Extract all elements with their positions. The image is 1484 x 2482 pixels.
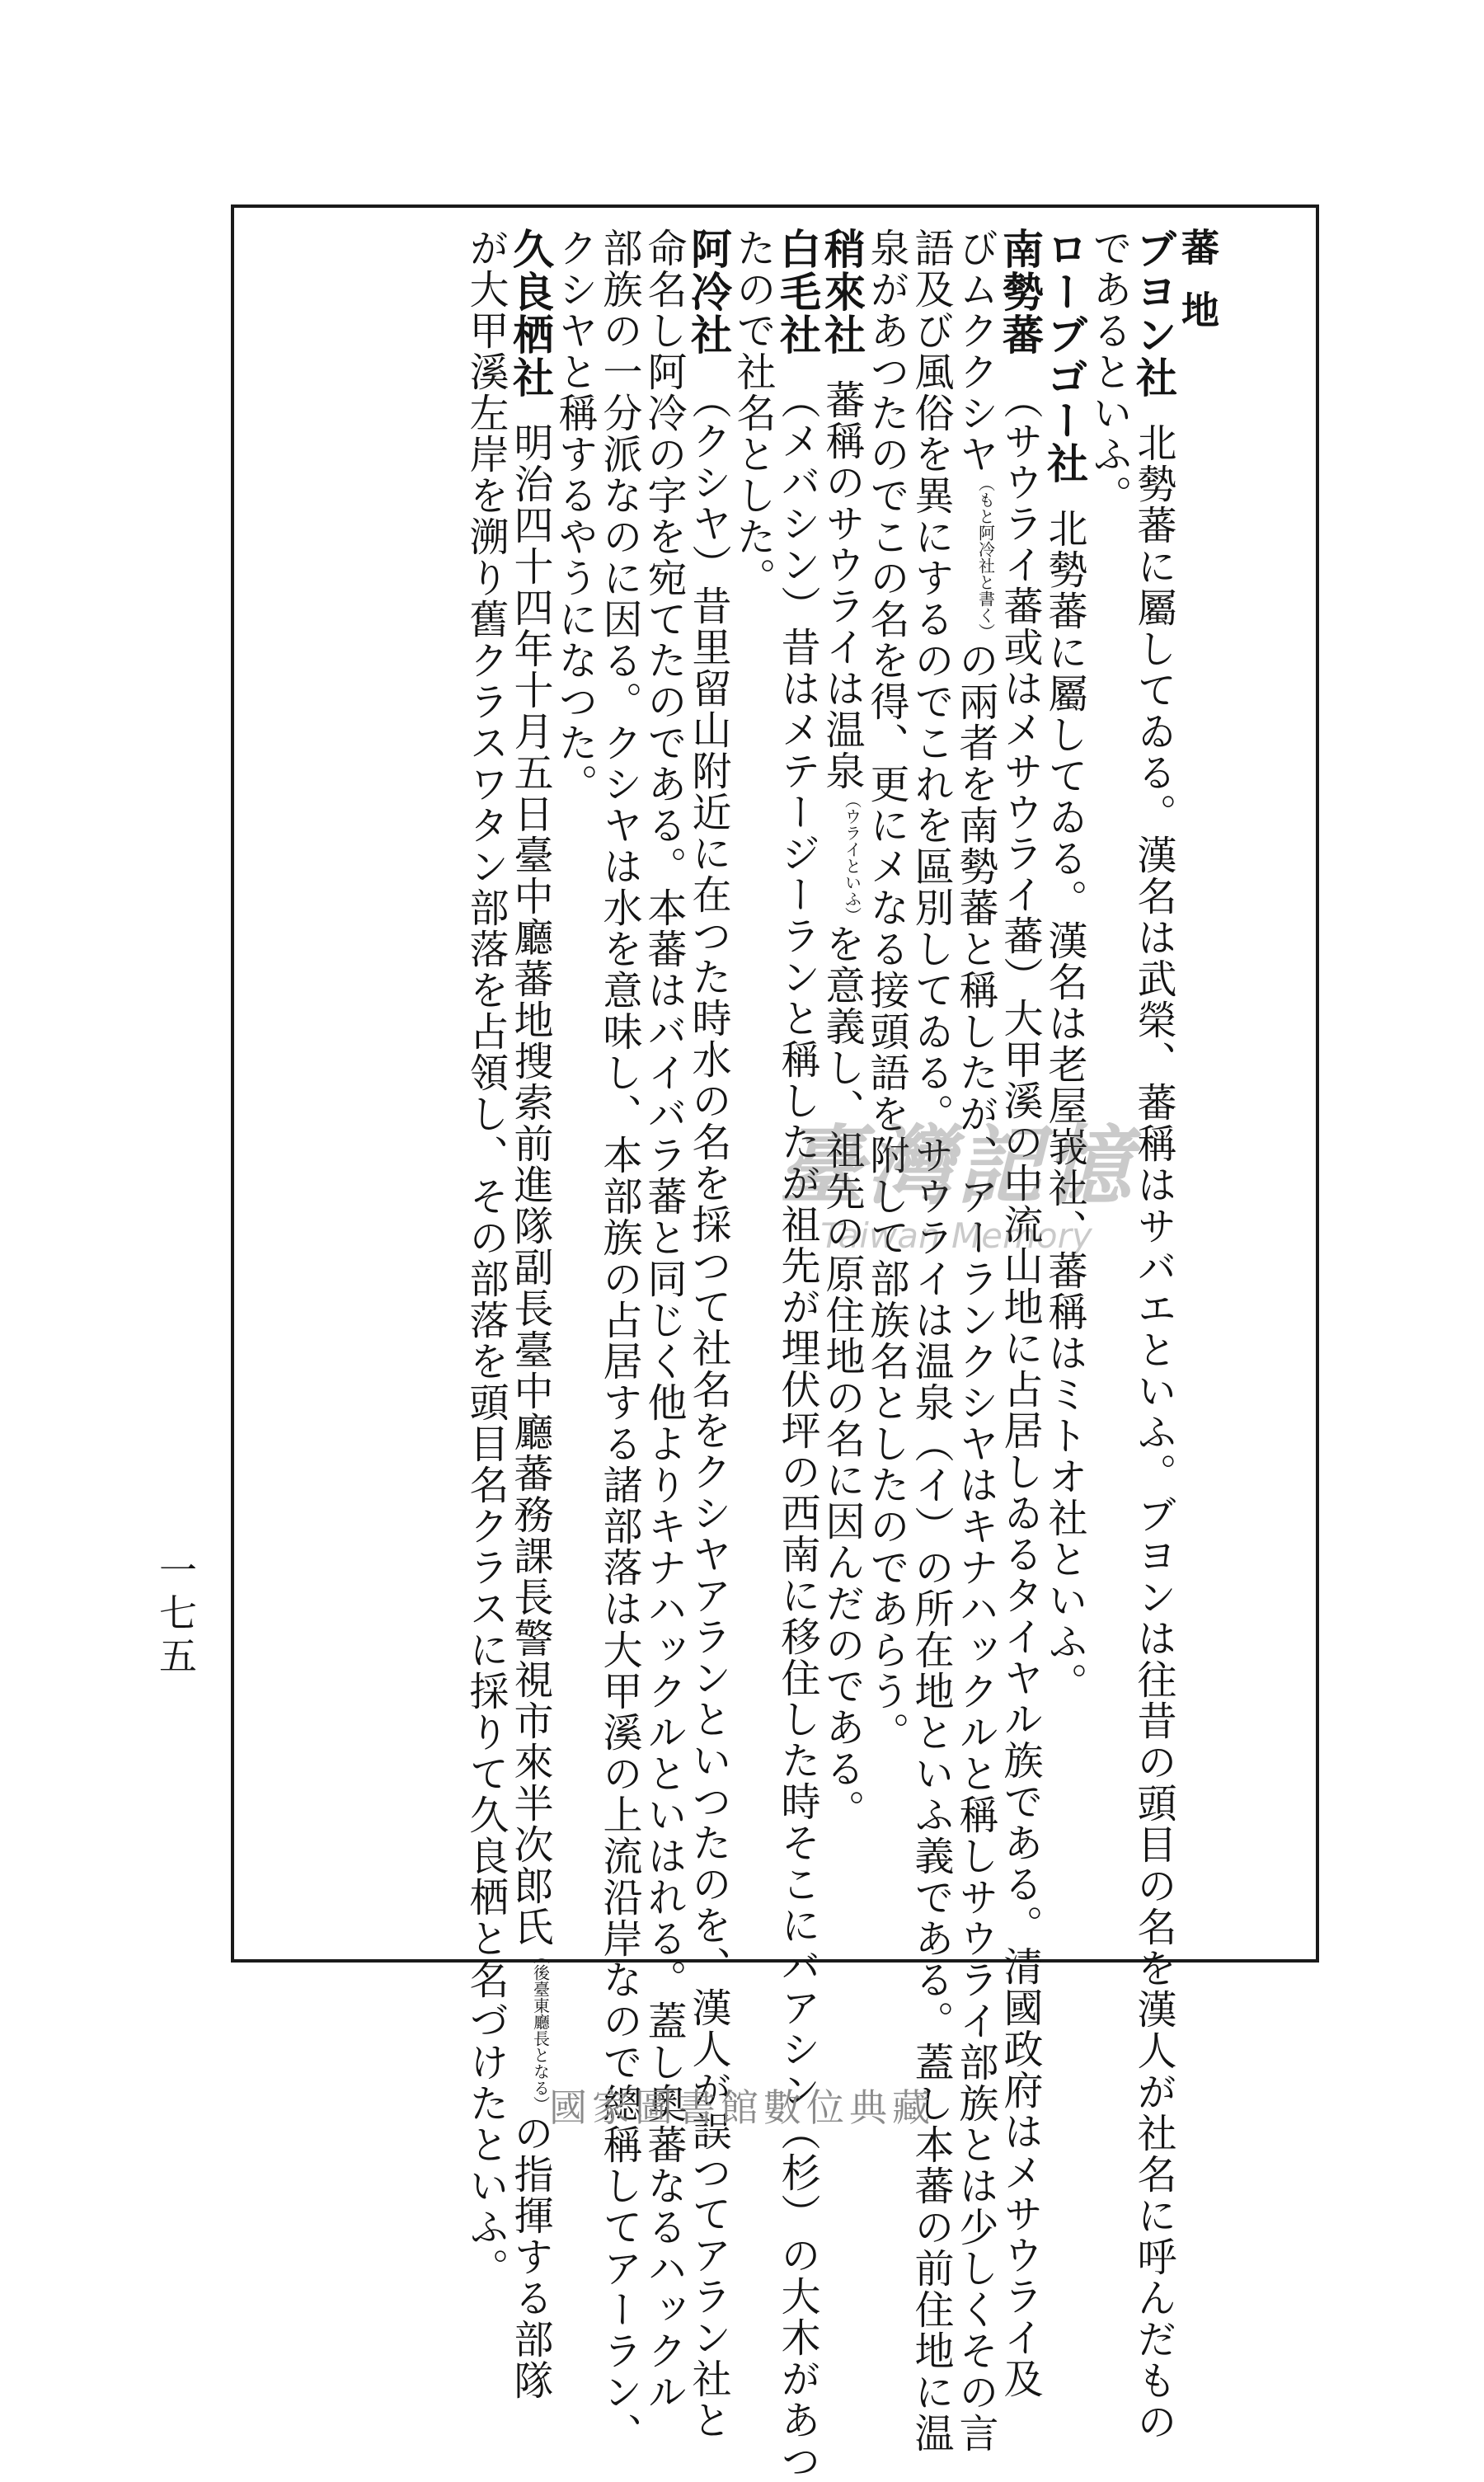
entry-text: 北勢蕃に屬してゐる。漢名は老屋峩社、蕃稱はミトオ社といふ。 xyxy=(1041,508,1087,1704)
entry-hakumosha-line-2 xyxy=(730,228,775,599)
entry-shoraisha-line-1 xyxy=(819,228,864,1831)
entry-text: の兩者を南勢蕃と稱したが、アーランクシヤはキナハックルと稱しサウライ部族とは少しくその言 xyxy=(952,640,998,2454)
entry-text: 語及び風俗を異にするのでこれを區別してゐる。サウライは温泉（イ）の所在地といふ義である。蓋し本蕃の前住地に温 xyxy=(908,228,954,2454)
entry-robugo-line-1 xyxy=(1042,228,1087,1704)
entry-heading-hakumosha: 白毛社 xyxy=(773,228,821,356)
entry-nanseiban-line-4 xyxy=(864,228,909,1753)
entry-text: の指揮する部隊 xyxy=(507,2113,553,2401)
entry-text: が大甲溪左岸を溯り舊クラスワタン部落を占領し、その部落を頭目名クラスに採りて久良栖と名づけたといふ。 xyxy=(463,228,509,2289)
entry-nanseiban-line-1 xyxy=(998,228,1042,2400)
entry-heading-shoraisha: 稍來社 xyxy=(818,228,866,356)
entry-heading-nanseiban: 南勢蕃 xyxy=(996,228,1044,356)
interlinear-note: （もと阿冷社と書く） xyxy=(975,475,996,640)
entry-heading-robugo: ローブゴー社 xyxy=(1040,228,1088,485)
entry-kurasusha-line-2 xyxy=(463,228,508,2289)
entry-buyon-line-2 xyxy=(1087,228,1131,516)
watermark-english: Taiwan Memory xyxy=(820,1215,1092,1256)
entry-heading-kurasusha: 久良栖社 xyxy=(506,228,554,399)
entry-text: 北勢蕃に屬してゐる。漢名は武榮、蕃稱はサバエといふ。ブヨンは往昔の頭目の名を漢人が社名に呼んだもの xyxy=(1130,422,1176,2442)
watermark-chinese: 臺灣記憶 xyxy=(777,1116,1134,1216)
entry-text: クシヤと稱するやうになつた。 xyxy=(552,228,598,805)
section-title: 蕃地 xyxy=(1176,228,1220,353)
entry-heading-areisha: 阿冷社 xyxy=(684,228,732,356)
entry-text: 命名し阿冷の字を宛てたのである。本蕃はバイバラ蕃と同じく他よりキナハックルといはれる。蓋し奧蕃なるハックル xyxy=(641,228,687,2413)
entry-text: であるといふ。 xyxy=(1086,228,1132,516)
entry-text: たので社名とした。 xyxy=(730,228,776,599)
entry-text: 泉があつたのでこの名を得、更にメなる接頭語を附して部族名としたのであらう。 xyxy=(863,228,909,1753)
interlinear-note: （後臺東廳長となる） xyxy=(530,1948,551,2113)
taiwan-memory-watermark xyxy=(726,1097,1187,1256)
entry-text: （サウライ蕃或はメサウライ蕃）大甲溪の中流山地に占居しゐるタイヤル族である。清國政府はメサウライ及 xyxy=(997,379,1043,2400)
entry-text: びムククシヤ xyxy=(952,228,998,475)
entry-areisha-line-4 xyxy=(552,228,597,805)
entry-text: 明治四十四年十月五日臺中廳蕃地搜索前進隊副長臺中廳蕃務課長警視市來半次郎氏 xyxy=(507,422,553,1948)
entry-text: （クシヤ）昔里留山附近に在つた時水の名を採つて社名をクシヤアランといつたのを、漢人が誤つてアラン社と xyxy=(685,379,731,2441)
entry-heading-buyon: ブヨン社 xyxy=(1129,228,1177,399)
entry-text: （メバシン）昔はメテージーランと稱したが祖先が埋伏坪の西南に移住した時そこにバアシン（杉）の大木があつ xyxy=(774,379,820,2482)
entry-text: 蕃稱のサウライは温泉 xyxy=(819,379,865,792)
entry-kurasusha-line-1 xyxy=(508,228,552,2401)
entry-text: を意義し、祖先の原住地の名に因んだのである。 xyxy=(819,924,865,1831)
page-number: 一七五 xyxy=(153,1550,198,1679)
interlinear-note: （ウライといふ） xyxy=(842,792,862,924)
library-footer: 國家圖書館數位典藏 xyxy=(549,2085,935,2130)
entry-text: 部族の一分派なのに因る。クシヤは水を意味し、本部族の占居する諸部落は大甲溪の上流沿岸なので總稱してアーラン、 xyxy=(596,228,642,2454)
